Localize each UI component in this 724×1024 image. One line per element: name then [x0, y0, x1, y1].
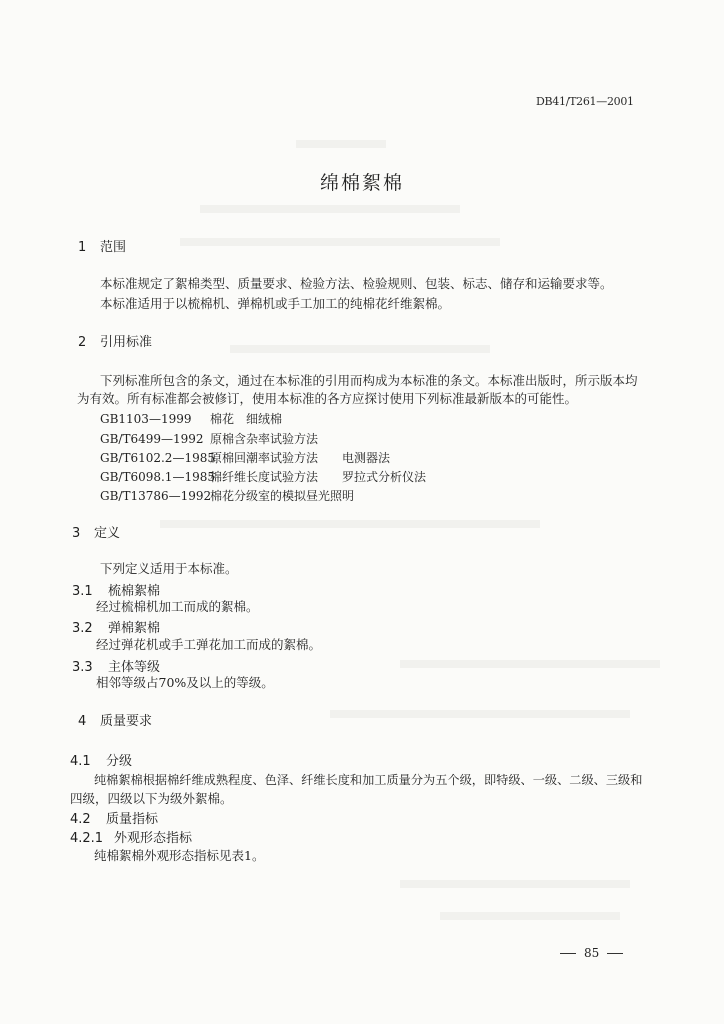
section-title: 外观形态指标: [114, 831, 193, 846]
bleed-through-mark: [440, 912, 620, 920]
section-number: 3.3: [72, 660, 93, 675]
section-number: 4.1: [70, 754, 91, 769]
bleed-through-mark: [400, 880, 630, 888]
scope-paragraph-1: 本标准规定了絮棉类型、质量要求、检验方法、检验规则、包装、标志、储存和运输要求等。: [100, 276, 613, 291]
bleed-through-mark: [160, 520, 540, 528]
section-number: 3: [72, 526, 81, 541]
reference-item: [100, 468, 426, 485]
reference-title: 原棉回潮率试验方法: [210, 451, 319, 465]
reference-item: [100, 487, 354, 504]
reference-code: GB/T6098.1—1985: [100, 470, 215, 484]
grading-paragraph-line-2: 四级，四级以下为级外絮棉。: [70, 791, 233, 806]
section-number: 4: [78, 714, 87, 729]
section-4-2-1-heading: [70, 827, 192, 846]
reference-code: GB1103—1999: [100, 412, 192, 426]
section-4-1-heading: [70, 750, 132, 769]
definition-3-3-text: 相邻等级占70%及以上的等级。: [96, 675, 274, 690]
section-title: 定义: [94, 526, 121, 541]
references-intro-line-1: 下列标准所包含的条文，通过在本标准的引用而构成为本标准的条文。本标准出版时，所示版本均: [100, 373, 638, 388]
section-title: 质量指标: [106, 812, 159, 827]
definition-3-2-text: 经过弹花机或手工弹花加工而成的絮棉。: [96, 637, 322, 652]
standard-code: DB41/T261—2001: [536, 95, 634, 108]
bleed-through-mark: [200, 205, 460, 213]
bleed-through-mark: [230, 345, 490, 353]
reference-method: 罗拉式分析仪法: [342, 470, 427, 484]
scope-paragraph-2: 本标准适用于以梳棉机、弹棉机或手工加工的纯棉花纤维絮棉。: [100, 296, 451, 311]
section-title: 引用标准: [100, 335, 153, 350]
reference-item: [100, 410, 282, 427]
page-number: [552, 946, 631, 960]
section-title: 分级: [106, 754, 133, 769]
section-number: 4.2: [70, 812, 91, 827]
grading-paragraph-line-1: 纯棉絮棉根据棉纤维成熟程度、色泽、纤维长度和加工质量分为五个级，即特级、一级、二级、三级和: [94, 773, 643, 787]
bleed-through-mark: [330, 710, 630, 718]
dash-decoration: [607, 953, 623, 954]
reference-code: GB/T13786—1992: [100, 489, 212, 503]
section-3-3-heading: [72, 656, 160, 675]
section-number: 3.1: [72, 584, 93, 599]
bleed-through-mark: [400, 660, 660, 668]
references-intro-line-2: 为有效。所有标准都会被修订，使用本标准的各方应探讨使用下列标准最新版本的可能性。: [77, 391, 578, 406]
reference-item: [100, 449, 390, 466]
section-number: 4.2.1: [70, 831, 104, 846]
page-number-value: 85: [584, 946, 600, 960]
section-title: 范围: [100, 240, 127, 255]
reference-code: GB/T6499—1992: [100, 432, 204, 446]
appearance-index-text: 纯棉絮棉外观形态指标见表1。: [94, 848, 265, 863]
bleed-through-mark: [180, 238, 500, 246]
section-title: 主体等级: [108, 660, 161, 675]
section-3-heading: [72, 522, 120, 541]
reference-title: 棉花分级室的模拟昼光照明: [210, 489, 355, 503]
section-3-1-heading: [72, 580, 160, 599]
section-title: 弹棉絮棉: [108, 621, 161, 636]
section-1-heading: [78, 236, 126, 255]
reference-title: 棉花 细绒棉: [210, 412, 283, 426]
section-3-2-heading: [72, 617, 160, 636]
document-title: 绵棉絮棉: [319, 172, 404, 194]
section-number: 3.2: [72, 621, 93, 636]
section-4-2-heading: [70, 808, 158, 827]
section-4-heading: [78, 710, 152, 729]
section-title: 质量要求: [100, 714, 153, 729]
section-title: 梳棉絮棉: [108, 584, 161, 599]
section-2-heading: [78, 331, 152, 350]
section-number: 1: [78, 240, 87, 255]
definitions-intro: 下列定义适用于本标准。: [100, 561, 238, 576]
reference-title: 棉纤维长度试验方法: [210, 470, 319, 484]
bleed-through-mark: [296, 140, 386, 148]
reference-code: GB/T6102.2—1985: [100, 451, 215, 465]
dash-decoration: [560, 953, 576, 954]
section-number: 2: [78, 335, 87, 350]
reference-method: 电测器法: [342, 451, 391, 465]
definition-3-1-text: 经过梳棉机加工而成的絮棉。: [96, 599, 259, 614]
reference-title: 原棉含杂率试验方法: [210, 432, 319, 446]
reference-item: [100, 430, 318, 447]
